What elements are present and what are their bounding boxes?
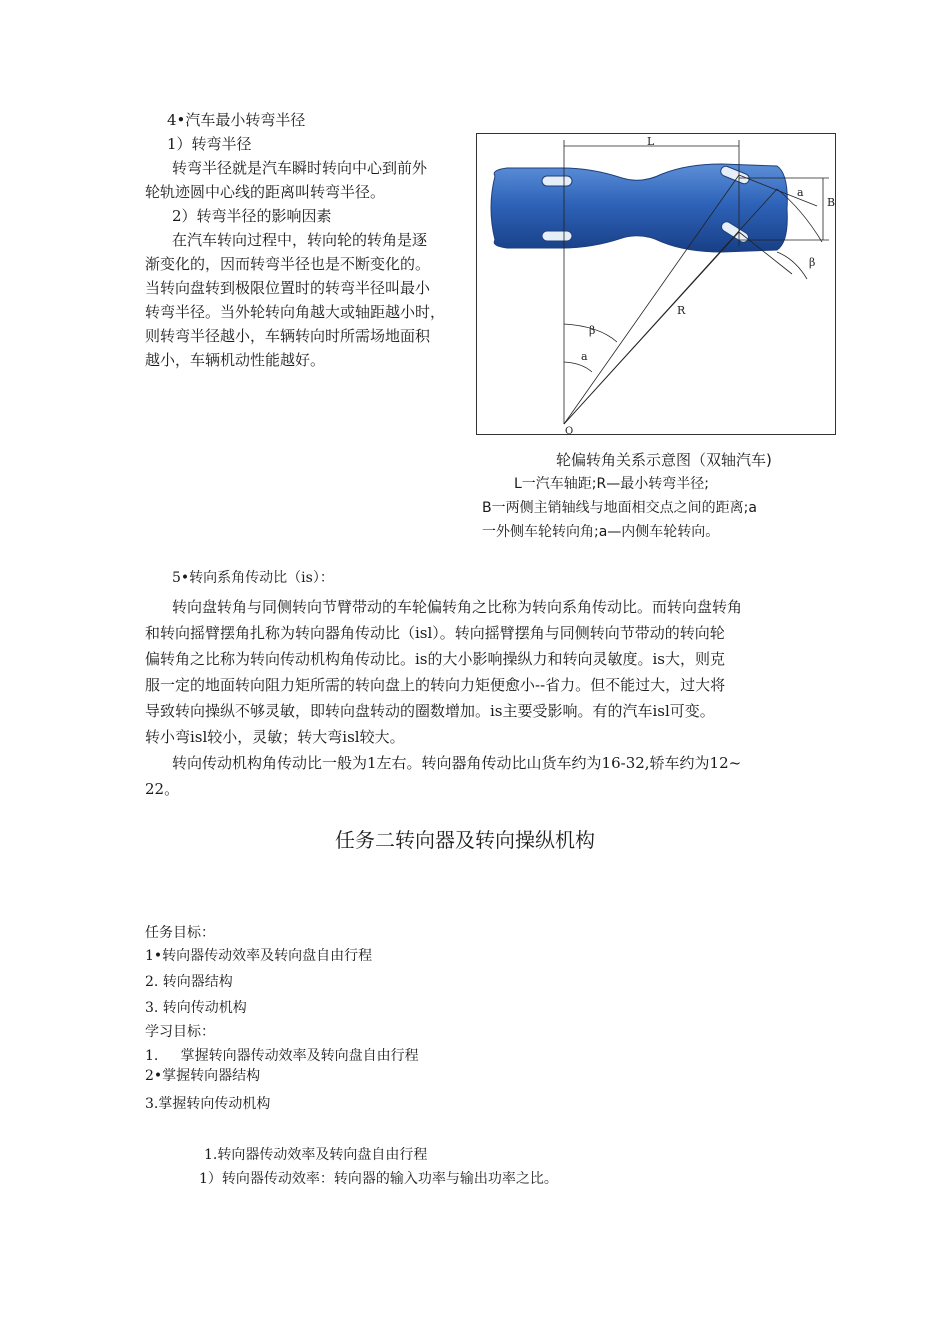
- figure-caption-title: 轮偏转角关系示意图（双轴汽车): [556, 451, 772, 469]
- factor-line: 则转弯半径越小，车辆转向时所需场地面积: [145, 327, 431, 345]
- section-title-task2: 任务二转向器及转向操纵机构: [335, 828, 595, 852]
- definition-line: 轮轨迹圆中心线的距离叫转弯半径。: [145, 183, 386, 201]
- task-goal-item: 3. 转向传动机构: [145, 1000, 247, 1016]
- label-L: L: [647, 135, 655, 148]
- label-alpha-top: a: [797, 186, 804, 199]
- label-R: R: [677, 304, 686, 317]
- label-beta-right: β: [809, 256, 816, 269]
- wheel-angle-diagram: [476, 133, 836, 435]
- subsection-text: 1）转向器传动效率：转向器的输入功率与输出功率之比。: [199, 1171, 558, 1187]
- learning-goals-label: 学习目标：: [145, 1024, 215, 1040]
- section5-line: 转小弯isl较小，灵敏；转大弯isl较大。: [145, 728, 405, 746]
- task-goal-item: 2. 转向器结构: [145, 974, 233, 990]
- learning-goal-item: 3.掌握转向传动机构: [145, 1096, 271, 1112]
- definition-line: 转弯半径就是汽车瞬时转向中心到前外: [172, 159, 428, 177]
- label-B: B: [827, 196, 835, 209]
- heading-min-turning-radius: 4•汽车最小转弯半径: [167, 111, 306, 129]
- subsection-heading: 1.转向器传动效率及转向盘自由行程: [204, 1147, 428, 1163]
- learning-goal-item: 2•掌握转向器结构: [145, 1068, 261, 1084]
- learning-goal-item: 1. 掌握转向器传动效率及转向盘自由行程: [145, 1048, 419, 1064]
- section5-line: 导致转向操纵不够灵敏，即转向盘转动的圈数增加。is主要受影响。有的汽车isl可变。: [145, 702, 715, 720]
- section5-line: 转向盘转角与同侧转向节臂带动的车轮偏转角之比称为转向系角传动比。而转向盘转角: [172, 598, 743, 616]
- arc-alpha: [564, 362, 592, 372]
- section5-line: 22。: [145, 780, 180, 798]
- sub-influencing-factors: 2）转弯半径的影响因素: [172, 207, 332, 225]
- label-beta-bottom: β: [589, 324, 596, 337]
- turning-radius-definition: [145, 156, 465, 204]
- factor-line: 在汽车转向过程中，转向轮的转角是逐: [172, 231, 428, 249]
- task-goals-label: 任务目标：: [145, 925, 215, 941]
- section5-line: 偏转角之比称为转向传动机构角传动比。is的大小影响操纵力和转向灵敏度。is大，则克: [145, 650, 725, 668]
- diagram-svg: [477, 134, 835, 434]
- factor-line: 渐变化的，因而转弯半径也是不断变化的。: [145, 255, 431, 273]
- factor-line: 转弯半径。当外轮转向角越大或轴距越小时，: [145, 303, 446, 321]
- section5-heading: 5•转向系角传动比（is）：: [172, 570, 334, 586]
- section5-line: 和转向摇臂摆角扎称为转向器角传动比（isl）。转向摇臂摆角与同侧转向节带动的转向轮: [145, 624, 725, 642]
- figure-caption-line: 一外侧车轮转向角;a—内侧车轮转向。: [482, 524, 720, 540]
- sub-turning-radius: 1）转弯半径: [167, 135, 252, 153]
- section5-line: 转向传动机构角传动比一般为1左右。转向器角传动比山货车约为16-32,轿车约为12~: [172, 754, 742, 772]
- section5-line: 服一定的地面转向阻力矩所需的转向盘上的转向力矩便愈小--省力。但不能过大，过大将: [145, 676, 726, 694]
- rear-wheel-top: [542, 176, 572, 186]
- task-goal-item: 1•转向器传动效率及转向盘自由行程: [145, 948, 373, 964]
- section5-paragraph: [145, 594, 825, 802]
- factor-line: 越小，车辆机动性能越好。: [145, 351, 326, 369]
- influencing-factors-paragraph: [145, 228, 467, 372]
- rear-wheel-bottom: [542, 231, 572, 241]
- factor-line: 当转向盘转到极限位置时的转弯半径叫最小: [145, 279, 431, 297]
- label-O: O: [565, 426, 574, 434]
- figure-caption-line: L一汽车轴距;R—最小转弯半径;: [514, 476, 709, 492]
- figure-caption-line: B一两侧主销轴线与地面相交点之间的距离;a: [482, 500, 757, 516]
- label-alpha-bottom: a: [581, 350, 588, 363]
